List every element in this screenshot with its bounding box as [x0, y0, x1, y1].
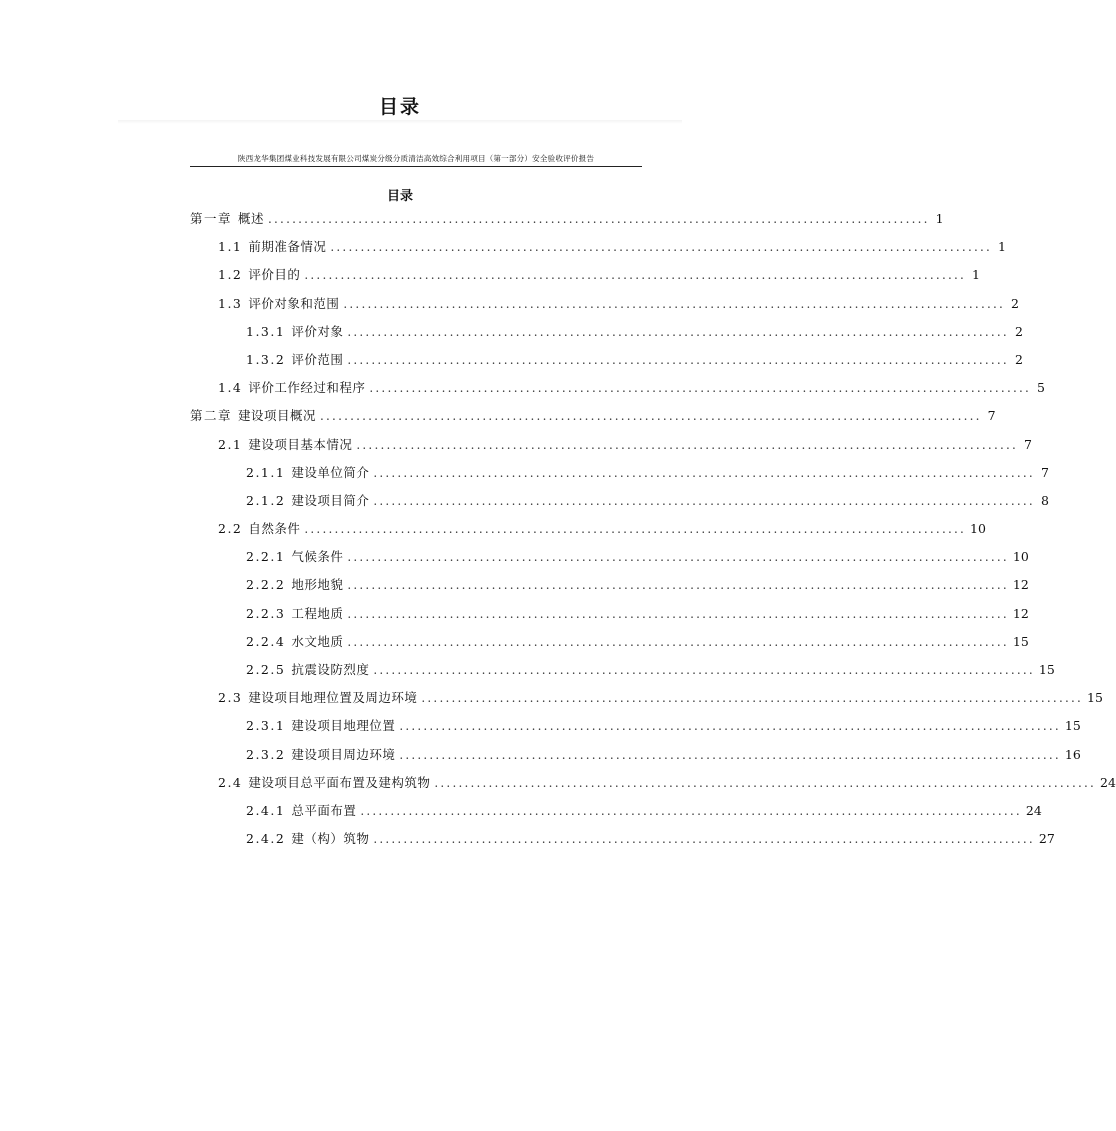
toc-entry[interactable]: [190, 350, 1023, 378]
toc-entry-number: 1.3.2: [246, 351, 286, 367]
toc-entry[interactable]: [190, 745, 1081, 773]
toc-dot-leader: ..............................................................................................................: [373, 493, 1035, 508]
toc-entry-title: 概述: [238, 211, 265, 226]
toc-entry-page-number: 24: [1025, 802, 1042, 818]
toc-dot-leader: ..............................................................................................................: [268, 212, 930, 226]
toc-entry-number: 2.2: [218, 521, 243, 537]
toc-entry-number: 第一章: [190, 211, 233, 226]
toc-entry-number: 2.3.2: [246, 746, 286, 762]
toc-entry-number: 2.1.2: [246, 492, 286, 508]
toc-entry-number: 2.3: [218, 690, 243, 706]
toc-entry-page-number: 7: [987, 408, 996, 424]
toc-entry[interactable]: [190, 463, 1049, 491]
toc-dot-leader: ..............................................................................................................: [347, 324, 1009, 339]
toc-entry-title: 建设项目简介: [291, 492, 370, 508]
toc-entry-title: 建设项目地理位置: [291, 718, 396, 734]
toc-entry-page-number: 27: [1038, 831, 1055, 847]
toc-entry[interactable]: [190, 547, 1029, 575]
toc-entry-title: 评价对象和范围: [248, 295, 340, 311]
header-divider: [190, 166, 642, 167]
toc-entry-number: 2.2.4: [246, 633, 286, 649]
toc-entry-number: 2.2.5: [246, 662, 286, 677]
toc-entry[interactable]: [190, 688, 1103, 716]
toc-entry-number: 2.1.1: [246, 464, 286, 480]
toc-entry-title: 建（构）筑物: [291, 831, 370, 847]
toc-entry[interactable]: [190, 773, 1116, 801]
toc-dot-leader: ..............................................................................................................: [373, 663, 1035, 677]
toc-entry[interactable]: [190, 265, 980, 293]
toc-heading: 目录: [386, 189, 413, 204]
toc-entry[interactable]: [190, 519, 986, 547]
toc-entry-title: 气候条件: [291, 549, 344, 565]
header-band: [118, 120, 682, 124]
toc-entry-title: 建设项目概况: [238, 408, 317, 424]
toc-entry-page-number: 15: [1038, 662, 1055, 677]
toc-entry[interactable]: [190, 801, 1042, 829]
toc-entry-page-number: 16: [1064, 746, 1081, 762]
toc-entry[interactable]: [190, 294, 1019, 322]
toc-entry[interactable]: [190, 406, 996, 434]
toc-entry[interactable]: [190, 435, 1032, 463]
toc-entry-number: 2.4.1: [246, 802, 286, 818]
toc-entry-number: 2.2.1: [246, 549, 286, 565]
toc-dot-leader: ..............................................................................................................: [347, 634, 1009, 649]
page-title: 目录: [378, 96, 421, 118]
toc-entry-title: 地形地貌: [291, 577, 344, 593]
toc-entry-page-number: 12: [1012, 605, 1029, 621]
toc-entry-title: 建设单位简介: [291, 464, 370, 480]
toc-entry-page-number: 24: [1100, 774, 1116, 790]
toc-dot-leader: ..............................................................................................................: [399, 719, 1061, 734]
toc-dot-leader: ..............................................................................................................: [369, 381, 1031, 396]
toc-entry-title: 水文地质: [291, 633, 344, 649]
toc-entry[interactable]: [190, 209, 944, 237]
toc-entry-page-number: 8: [1040, 492, 1049, 508]
toc-entry-title: 建设项目地理位置及周边环境: [248, 690, 418, 706]
toc-entry-number: 2.4: [218, 774, 243, 790]
toc-dot-leader: ..............................................................................................................: [304, 268, 966, 283]
toc-entry-page-number: 15: [1064, 718, 1081, 734]
toc-entry[interactable]: [190, 322, 1023, 350]
toc-entry-page-number: 7: [1040, 464, 1049, 480]
toc-entry[interactable]: [190, 604, 1029, 632]
toc-dot-leader: ..............................................................................................................: [347, 550, 1009, 565]
toc-entry-number: 2.2.3: [246, 605, 286, 621]
toc-dot-leader: ..............................................................................................................: [304, 522, 966, 537]
toc-dot-leader: ..............................................................................................................: [347, 352, 1009, 367]
toc-dot-leader: ..............................................................................................................: [330, 240, 992, 255]
toc-entry-page-number: 12: [1012, 577, 1029, 593]
toc-entry-number: 2.4.2: [246, 831, 286, 847]
toc-entry-page-number: 1: [935, 211, 944, 226]
toc-dot-leader: ..............................................................................................................: [360, 803, 1022, 818]
toc-entry-title: 前期准备情况: [248, 239, 327, 255]
toc-dot-leader: ..............................................................................................................: [356, 437, 1018, 452]
toc-entry-page-number: 1: [972, 267, 980, 283]
toc-dot-leader: ..............................................................................................................: [373, 465, 1035, 480]
toc-entry-title: 评价范围: [291, 351, 344, 367]
toc-entry[interactable]: [190, 575, 1029, 603]
toc-entry[interactable]: [190, 632, 1029, 660]
toc-entry-page-number: 10: [1012, 549, 1029, 565]
toc-entry[interactable]: [190, 660, 1055, 688]
toc-entry-title: 评价目的: [248, 267, 301, 283]
toc-entry-page-number: 2: [1014, 351, 1023, 367]
toc-entry-title: 自然条件: [248, 521, 301, 537]
toc-entry[interactable]: [190, 237, 1006, 265]
toc-dot-leader: ..............................................................................................................: [373, 832, 1035, 847]
toc-entry[interactable]: [190, 829, 1055, 857]
toc-entry-number: 2.3.1: [246, 718, 286, 734]
toc-dot-leader: ..............................................................................................................: [343, 296, 1005, 311]
toc-entry-page-number: 10: [970, 521, 986, 537]
toc-entry-title: 建设项目周边环境: [291, 746, 396, 762]
document-header: 陕西龙华集团煤业科技发展有限公司煤炭分级分质清洁高效综合利用项目（第一部分）安全验收评价报告: [237, 154, 595, 163]
toc-entry[interactable]: [190, 378, 1045, 406]
toc-entry-page-number: 1: [998, 239, 1006, 255]
toc-entry[interactable]: [190, 716, 1081, 744]
toc-entry-title: 抗震设防烈度: [291, 662, 370, 677]
toc-entry-number: 1.3.1: [246, 323, 286, 339]
toc-entry-number: 2.2.2: [246, 577, 286, 593]
toc-dot-leader: ..............................................................................................................: [347, 606, 1009, 621]
toc-entry-title: 评价工作经过和程序: [248, 380, 366, 396]
toc-entry-page-number: 2: [1011, 295, 1019, 311]
toc-entry-page-number: 15: [1012, 633, 1029, 649]
toc-dot-leader: ..............................................................................................................: [399, 747, 1061, 762]
toc-entry-page-number: 2: [1014, 323, 1023, 339]
toc-entry-number: 1.3: [218, 295, 243, 311]
toc-entry-page-number: 15: [1087, 690, 1103, 706]
toc-entry-title: 建设项目总平面布置及建构筑物: [248, 774, 431, 790]
toc-dot-leader: ..............................................................................................................: [421, 691, 1083, 706]
toc-entry-number: 1.2: [218, 267, 243, 283]
toc-entry-title: 评价对象: [291, 323, 344, 339]
toc-entry-number: 第二章: [190, 408, 233, 424]
toc-entry-page-number: 5: [1037, 380, 1045, 396]
toc-entry-number: 1.1: [218, 239, 243, 255]
toc-entry-page-number: 7: [1024, 436, 1032, 452]
toc-entry-title: 工程地质: [291, 605, 344, 621]
toc-entry-title: 建设项目基本情况: [248, 436, 353, 452]
toc-dot-leader: ..............................................................................................................: [320, 409, 982, 424]
toc-entry-number: 2.1: [218, 436, 243, 452]
toc-entry[interactable]: [190, 491, 1049, 519]
toc-dot-leader: ..............................................................................................................: [434, 775, 1096, 790]
toc-dot-leader: ..............................................................................................................: [347, 578, 1009, 593]
table-of-contents: [190, 209, 1116, 857]
toc-entry-number: 1.4: [218, 380, 243, 396]
toc-entry-title: 总平面布置: [291, 802, 357, 818]
